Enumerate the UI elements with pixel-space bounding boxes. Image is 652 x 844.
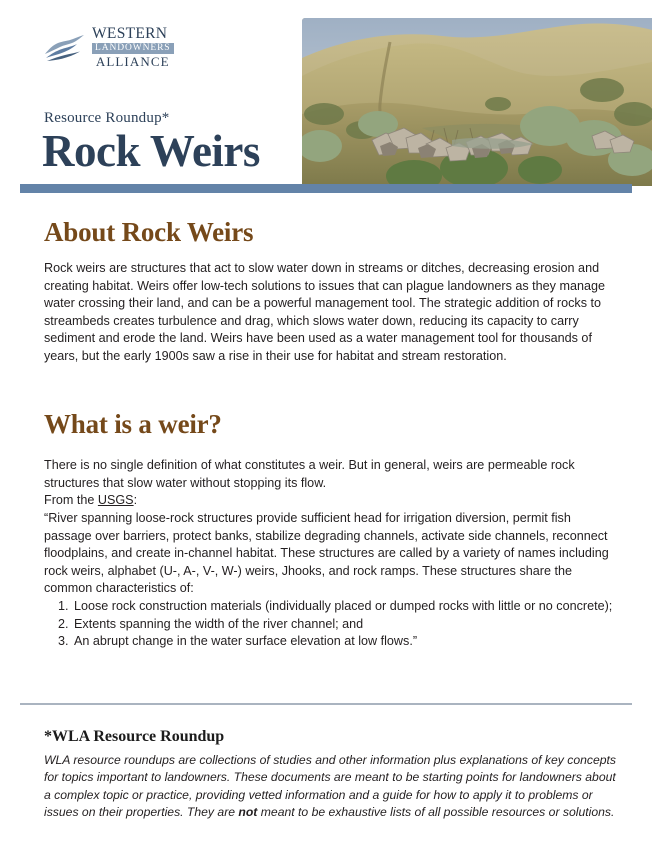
weir-characteristics-list [44, 598, 644, 651]
source-suffix: : [133, 493, 138, 507]
footer-text [44, 752, 616, 822]
document-header [0, 0, 652, 196]
footer-text-emphasis: not [238, 805, 258, 820]
usgs-link[interactable]: USGS [97, 493, 134, 507]
logo-line-alliance: ALLIANCE [95, 54, 170, 69]
list-item: 2. Extents spanning the width of the river channel; and [72, 616, 644, 634]
source-attribution [44, 492, 616, 510]
wla-logo-wordmark [92, 26, 174, 68]
list-item: 1. Loose rock construction materials (individually placed or dumped rocks with little or no concrete); [72, 598, 644, 616]
footer-text-part2: meant to be exhaustive lists of all possible resources or solutions. [257, 805, 615, 820]
footer-text-part1: WLA resource roundups are collections of studies and other information plus explanations of key concepts for topics important to landowners. These documents are meant to be starting points for landowners about a complex topic or practice, providing vetted information and a guide for how to apply it to problems or issues on their properties. They are [44, 753, 617, 820]
rock-weir-photo-illustration [302, 18, 652, 186]
header-divider [20, 184, 632, 193]
logo-line-western: WESTERN [92, 25, 168, 42]
list-item: 3. An abrupt change in the water surface elevation at low flows.” [72, 633, 644, 651]
logo-line-landowners: LANDOWNERS [92, 43, 174, 55]
section-heading-about: About Rock Weirs [44, 217, 254, 247]
section-intro-what-is-a-weir: There is no single definition of what constitutes a weir. But in general, weirs are permeable rock structures that slow water without stopping its flow. [44, 458, 575, 490]
eyebrow-label: Resource Roundup* [44, 110, 170, 126]
header-photo [302, 18, 652, 186]
usgs-quote: “River spanning loose-rock structures provide sufficient head for irrigation diversion, permit fish passage over barriers, protect banks, stabilize degrading channels, activate side channels, reconnect floodplains, and create in-channel habitat. These structures are called by a variety of names including rock weirs, alphabet (U-, A-, V-, W-) weirs, Jhooks, and rock ramps. These structures share the common characteristics of: [44, 511, 609, 596]
mountain-landscape-icon [44, 32, 86, 62]
section-body-about: Rock weirs are structures that act to slow water down in streams or ditches, decreasing erosion and creating habitat. Weirs offer low-tech solutions to issues that can plague landowners as they manage water crossing their land, and can be a powerful management tool. The strategic addition of rocks to streambeds creates turbulence and drag, which slows water down, reducing its capacity to carry sediment and erode the land. Weirs have been used as a water management tool for thousands of years, but the early 1900s saw a rise in their use for habitat and stream restoration. [44, 261, 605, 363]
footer-heading: *WLA Resource Roundup [44, 728, 225, 745]
source-prefix: From the [44, 493, 98, 507]
page-title: Rock Weirs [42, 126, 260, 176]
wla-logo [44, 26, 174, 68]
footer-divider [20, 703, 632, 705]
section-heading-what-is-a-weir: What is a weir? [44, 409, 222, 439]
